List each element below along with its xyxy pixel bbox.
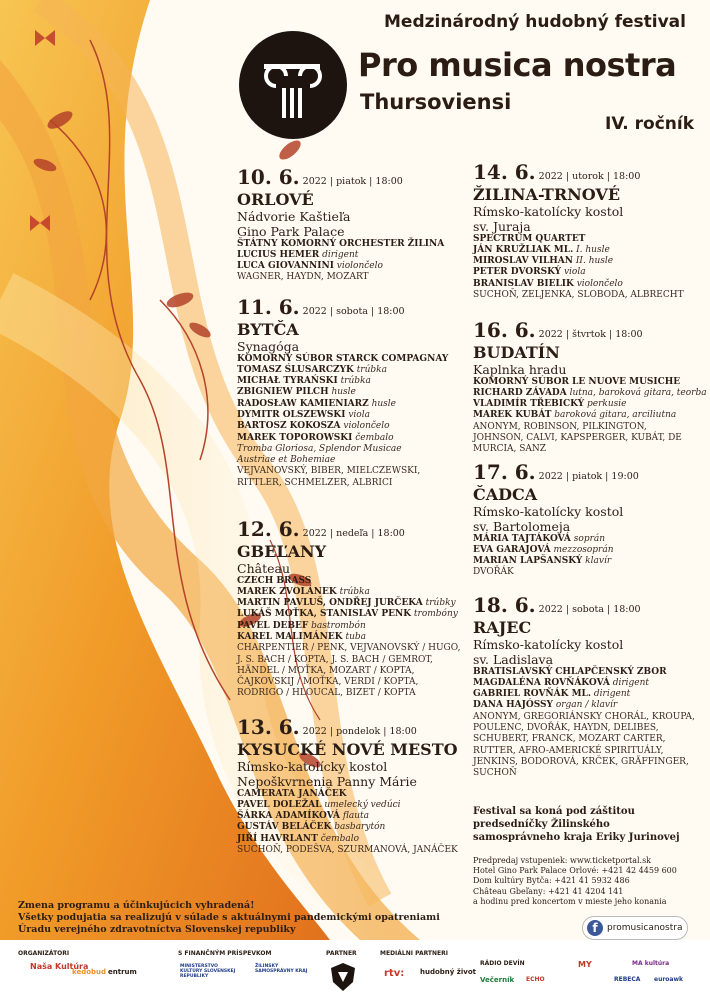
event-program: VEJVANOVSKÝ, BIBER, MIELCZEWSKI, RITTLER, SCHMELZER, ALBRICI	[237, 466, 421, 488]
performer-role: trúbky	[425, 598, 456, 609]
performer-name: PAVEL DEBEF	[237, 620, 309, 631]
performer-role: bastrombón	[311, 620, 366, 631]
performer-name: TOMASZ ŚLUSARCZYK	[237, 364, 354, 375]
event-meta: 2022 | štvrtok | 18:00	[538, 329, 643, 340]
ticket-info	[473, 856, 677, 907]
event-city: ORLOVÉ	[237, 189, 314, 209]
facebook-icon: f	[587, 920, 603, 936]
logo-euroawk: euroawk	[654, 976, 684, 983]
performer-role: viola	[348, 409, 370, 420]
performer-line	[473, 678, 698, 689]
performer-role: violončelo	[336, 261, 383, 272]
event-venue: Rímsko-katolícky kostol	[473, 503, 624, 519]
footer-label-organizers: ORGANIZÁTORI	[18, 950, 70, 957]
event-venue: Gino Park Palace	[237, 223, 345, 239]
performer-line	[237, 834, 467, 845]
performer-line	[473, 279, 698, 290]
performer-role: flauta	[342, 811, 370, 822]
event-venue: sv. Juraja	[473, 218, 531, 234]
performer-line	[473, 267, 698, 278]
ticket-line: Château Gbeľany: +421 41 4204 141	[473, 886, 624, 896]
event-meta: 2022 | utorok | 18:00	[538, 171, 641, 182]
event-date	[237, 715, 467, 739]
performer-name: PETER DVORSKÝ	[473, 267, 562, 278]
event-city: ŽILINA-TRNOVÉ	[473, 184, 621, 204]
performer-name: RICHARD ZÁVADA	[473, 387, 567, 398]
performer-name: SPECTRUM QUARTET	[473, 233, 586, 244]
performer-line	[237, 444, 462, 455]
event-gbelany	[237, 517, 467, 700]
performer-name: MARTIN PAVLUŠ, ONDŘEJ JURČEKA	[237, 598, 423, 609]
performer-line	[473, 234, 698, 245]
event-date	[473, 460, 698, 484]
notice-line: Všetky podujatia sa realizujú v súlade s aktuálnymi pandemickými opatreniami	[18, 912, 440, 923]
event-venue: Château	[237, 560, 290, 576]
performer-name: MARIAN LAPŠANSKÝ	[473, 556, 583, 567]
performer-line	[473, 387, 707, 399]
performer-line	[473, 534, 698, 545]
logo-radio-devin: RÁDIO DEVÍN	[480, 960, 525, 967]
performer-name: MAREK KUBÁT	[473, 410, 552, 421]
event-day: 13. 6.	[237, 715, 300, 739]
festival-edition: IV. ročník	[605, 114, 695, 134]
footer-label-partner: PARTNER	[326, 950, 357, 957]
performer-name: PAVEL DOLEŽAL	[237, 799, 322, 810]
event-day: 17. 6.	[473, 460, 536, 484]
performer-line	[237, 261, 462, 272]
festival-subtitle: Medzinárodný hudobný festival	[384, 12, 686, 32]
event-venue: Nepoškvrnenia Panny Márie	[237, 773, 417, 789]
ticket-line: Dom kultúry Bytča: +421 41 5932 486	[473, 876, 630, 886]
performer-name: DANA HAJÓSSY	[473, 700, 553, 711]
event-venue: Rímsko-katolícky kostol	[237, 758, 388, 774]
performer-role: tuba	[345, 631, 367, 642]
event-city: GBEĽANY	[237, 541, 327, 561]
event-rajec	[473, 593, 698, 779]
performer-line	[237, 399, 462, 410]
performer-name: ŠTÁTNY KOMORNÝ ORCHESTER ŽILINA	[237, 238, 445, 249]
ticket-line: Predpredaj vstupeniek: www.ticketportal.sk	[473, 856, 652, 865]
event-date	[473, 318, 698, 342]
performer-role: trombóny	[413, 609, 458, 620]
event-zilina-trnove	[473, 160, 698, 301]
event-city: RAJEC	[473, 617, 532, 637]
footer-label-financial: S FINANČNÝM PRÍSPEVKOM	[178, 950, 272, 957]
performer-name: GABRIEL ROVŇÁK ML.	[473, 689, 592, 700]
performer-role: mezzosoprán	[553, 544, 614, 555]
performer-role: soprán	[573, 533, 606, 544]
performer-name: ZBIGNIEW PILCH	[237, 387, 329, 398]
logo-zilinsky-kraj: ŽILINSKÝ SAMOSPRÁVNY KRAJ	[255, 964, 308, 974]
performer-name: MICHAŁ TYRAŃSKI	[237, 376, 338, 387]
performer-role: I. husle	[576, 244, 610, 255]
performer-name: CAMERATA JANÁČEK	[237, 788, 347, 799]
patronage-line: predsedníčky Žilinského	[473, 819, 610, 830]
notice-line: Úradu verejného zdravotníctva Slovenskej republiky	[18, 924, 296, 935]
event-meta: 2022 | pondelok | 18:00	[302, 726, 417, 737]
event-cadca	[473, 460, 698, 579]
performer-line	[473, 410, 698, 421]
performer-line	[473, 377, 698, 388]
event-day: 18. 6.	[473, 593, 536, 617]
performer-line	[237, 250, 462, 261]
performer-name: BRATISLAVSKÝ CHLAPČENSKÝ ZBOR	[473, 666, 667, 677]
performer-line	[237, 239, 462, 250]
partner-shield-icon	[330, 962, 356, 992]
performer-role: dirigent	[612, 677, 650, 688]
performer-line	[237, 576, 467, 587]
logo-entrum: entrum	[108, 968, 137, 976]
event-program: WAGNER, HAYDN, MOZART	[237, 272, 369, 283]
performer-name: BARTOSZ KOKOSZA	[237, 421, 341, 432]
logo-ma-kultura: MA kultúra	[632, 960, 670, 967]
performer-name: LUCA GIOVANNINI	[237, 261, 334, 272]
event-day: 11. 6.	[237, 295, 300, 319]
performer-line	[237, 811, 467, 822]
performer-role: organ / klavír	[555, 700, 618, 711]
performer-line	[473, 700, 698, 711]
event-venue: Rímsko-katolícky kostol	[473, 203, 624, 219]
event-day: 16. 6.	[473, 318, 536, 342]
facebook-handle: promusicanostra	[607, 923, 683, 933]
performer-name: CZECH BRASS	[237, 575, 312, 586]
performer-role: umelecký vedúci	[324, 799, 401, 810]
performer-role: čembalo	[320, 833, 360, 844]
event-venue: Rímsko-katolícky kostol	[473, 636, 624, 652]
performer-role: husle	[331, 387, 356, 398]
performer-line	[237, 822, 467, 833]
patronage-line: Festival sa koná pod záštitou	[473, 806, 635, 817]
performer-name: VLADIMÍR TŘEBICKÝ	[473, 399, 585, 410]
performer-role: dirigent	[593, 689, 631, 700]
logo-rtv: rtv:	[384, 968, 405, 979]
performer-line	[473, 245, 698, 256]
performer-line	[473, 556, 698, 567]
event-program: SUCHOŇ, PODEŠVA, SZURMANOVÁ, JANÁČEK	[237, 844, 458, 855]
festival-title: Pro musica nostra	[358, 46, 677, 84]
performer-role: lutna, baroková gitara, teorba	[569, 387, 707, 398]
footer-label-media: MEDIÁLNI PARTNERI	[380, 950, 448, 957]
performer-role: Austriae et Bohemiae	[237, 455, 336, 466]
performer-role: baroková gitara, arciliutna	[554, 410, 677, 421]
event-venue: sv. Ladislava	[473, 651, 554, 667]
logo-ministerstvo-kultury: MINISTERSTVO KULTÚRY SLOVENSKEJ REPUBLIKY	[180, 964, 236, 979]
performer-line	[237, 800, 467, 811]
performer-name: MAREK ZVOLÁNEK	[237, 586, 337, 597]
festival-logo	[238, 30, 348, 140]
performer-line	[237, 433, 462, 444]
performer-line	[237, 598, 467, 609]
performer-role: basbarytón	[334, 822, 386, 833]
performer-role: Tromba Gloriosa, Splendor Musicae	[237, 443, 402, 454]
event-date	[473, 160, 698, 184]
event-program: SUCHOŇ, ZELJENKA, SLOBODA, ALBRECHT	[473, 289, 684, 300]
performer-name: MAGDALÉNA ROVŇÁKOVÁ	[473, 677, 610, 688]
performer-line	[473, 545, 698, 556]
event-program: ANONYM, ROBINSON, PILKINGTON, JOHNSON, CALVI, KAPSPERGER, KUBÁT, DE MURCIA, SANZ	[473, 421, 682, 455]
event-day: 14. 6.	[473, 160, 536, 184]
event-date	[473, 593, 698, 617]
performer-role: trúbka	[356, 364, 387, 375]
event-day: 10. 6.	[237, 165, 300, 189]
performer-name: KOMORNÝ SÚBOR LE NUOVE MUSICHE	[473, 376, 681, 387]
performer-line	[473, 399, 698, 410]
performer-role: dirigent	[322, 249, 359, 260]
event-day: 12. 6.	[237, 517, 300, 541]
performer-name: ŠÁRKA ADAMÍKOVÁ	[237, 811, 341, 822]
patronage-line: samosprávneho kraja Eriky Jurinovej	[473, 832, 680, 843]
performer-name: JIŘÍ HAVRLANT	[237, 833, 318, 844]
performer-name: DYMITR OLSZEWSKI	[237, 409, 346, 420]
performer-name: EVA GARAJOVÁ	[473, 544, 551, 555]
event-date	[237, 295, 462, 319]
event-meta: 2022 | piatok | 18:00	[302, 176, 403, 187]
performer-line	[237, 632, 467, 643]
event-orlove	[237, 165, 462, 284]
logo-my: MY	[578, 960, 592, 969]
performer-role: viola	[563, 267, 586, 278]
performer-line	[237, 376, 462, 387]
performer-line	[237, 354, 462, 365]
performer-name: BRANISLAV BIELIK	[473, 278, 574, 289]
performer-line	[237, 387, 462, 398]
performer-role: perkusie	[587, 399, 627, 410]
event-date	[237, 517, 467, 541]
event-bytca	[237, 295, 462, 489]
performer-role: trúbka	[339, 586, 370, 597]
ticket-line: Hotel Gino Park Palace Orlové: +421 42 4459 600	[473, 866, 677, 876]
event-city: BUDATÍN	[473, 342, 560, 362]
event-venue: Nádvorie Kaštieľa	[237, 208, 351, 224]
performer-role: violončelo	[343, 421, 390, 432]
performer-line	[237, 609, 467, 620]
performer-line	[237, 789, 467, 800]
performer-role: violončelo	[576, 278, 623, 289]
performer-line	[237, 587, 467, 598]
event-program: DVOŘÁK	[473, 567, 514, 578]
logo-echo: ECHO	[526, 976, 545, 983]
event-kysucke-nove-mesto	[237, 715, 467, 856]
logo-rebeca: REBECA	[614, 976, 641, 983]
performer-name: LUCIUS HEMER	[237, 249, 320, 260]
facebook-link[interactable]	[582, 916, 688, 940]
performer-role: II. husle	[575, 256, 614, 267]
performer-line	[237, 455, 462, 466]
logo-kedobud: kedobud	[72, 968, 107, 976]
footer-sponsors	[0, 944, 710, 999]
performer-line	[237, 421, 462, 432]
performer-role: trúbka	[340, 376, 371, 387]
performer-line	[237, 365, 462, 376]
logo-vecernik: Večerník	[480, 976, 515, 984]
performer-name: MAREK TOPOROWSKI	[237, 432, 353, 443]
performer-name: KAREL MALIMÁNEK	[237, 631, 343, 642]
performer-name: RADOSŁAW KAMIENIARZ	[237, 398, 369, 409]
event-city: KYSUCKÉ NOVÉ MESTO	[237, 739, 458, 759]
performer-role: čembalo	[355, 432, 394, 443]
performer-line	[473, 667, 698, 678]
event-date	[237, 165, 462, 189]
performer-role: klavír	[585, 556, 612, 567]
performer-name: LUKÁŠ MOŤKA, STANISLAV PENK	[237, 609, 412, 620]
festival-city: Thursoviensi	[360, 90, 512, 114]
event-meta: 2022 | sobota | 18:00	[538, 604, 641, 615]
event-meta: 2022 | piatok | 19:00	[538, 471, 639, 482]
notice-line: Zmena programu a účinkujúcich vyhradená!	[18, 900, 255, 911]
ticket-line: a hodinu pred koncertom v mieste jeho konania	[473, 896, 667, 906]
event-meta: 2022 | sobota | 18:00	[302, 306, 405, 317]
event-venue: Kaplnka hradu	[473, 361, 567, 377]
event-city: ČADCA	[473, 484, 538, 504]
performer-line	[237, 621, 467, 632]
performer-name: MÁRIA TAJTÁKOVÁ	[473, 533, 571, 544]
performer-name: GUSTÁV BELÁČEK	[237, 822, 332, 833]
event-venue: Synagóga	[237, 338, 300, 354]
logo-nasa-kultura: Naša Kultúra	[30, 962, 89, 971]
performer-line	[473, 689, 698, 700]
logo-hudobny-zivot: hudobný život	[420, 968, 476, 976]
performer-line	[473, 256, 698, 267]
performer-name: KOMORNÝ SÚBOR STARCK COMPAGNAY	[237, 353, 449, 364]
performer-role: husle	[371, 398, 397, 409]
event-program: ANONYM, GREGORIÁNSKY CHORÁL, KROUPA, POULENC, DVOŘÁK, HAYDN, DELIBES, SCHUBERT, FRANCK, MOZART CARTER, RUTTER, AFRO-AMERICKÉ SPIRITUÁLY, JENKINS, BODOROVÁ, KRČEK, GRÄFFINGER, SUCHOŇ	[473, 711, 695, 779]
event-meta: 2022 | nedeľa | 18:00	[302, 528, 405, 539]
event-program: CHARPENTIER / PENK, VEJVANOVSKÝ / HUGO, J. S. BACH / KOPTA, J. S. BACH / GEMROT, HÄNDEL / MOŤKA, MOZART / KOPTA, ČAJKOVSKIJ / MOŤKA, VERDI / KOPTA, RODRIGO / HLOUCAL, BIZET / KOPTA	[237, 643, 461, 699]
event-venue: sv. Bartolomeja	[473, 518, 571, 534]
performer-name: MIROSLAV VILHAN	[473, 256, 573, 267]
event-city: BYTČA	[237, 319, 299, 339]
patronage-note	[473, 805, 680, 844]
performer-name: JÁN KRUŽLIAK ML.	[473, 244, 574, 255]
performer-line	[237, 410, 462, 421]
event-budatin	[473, 318, 707, 456]
notice	[18, 900, 440, 936]
